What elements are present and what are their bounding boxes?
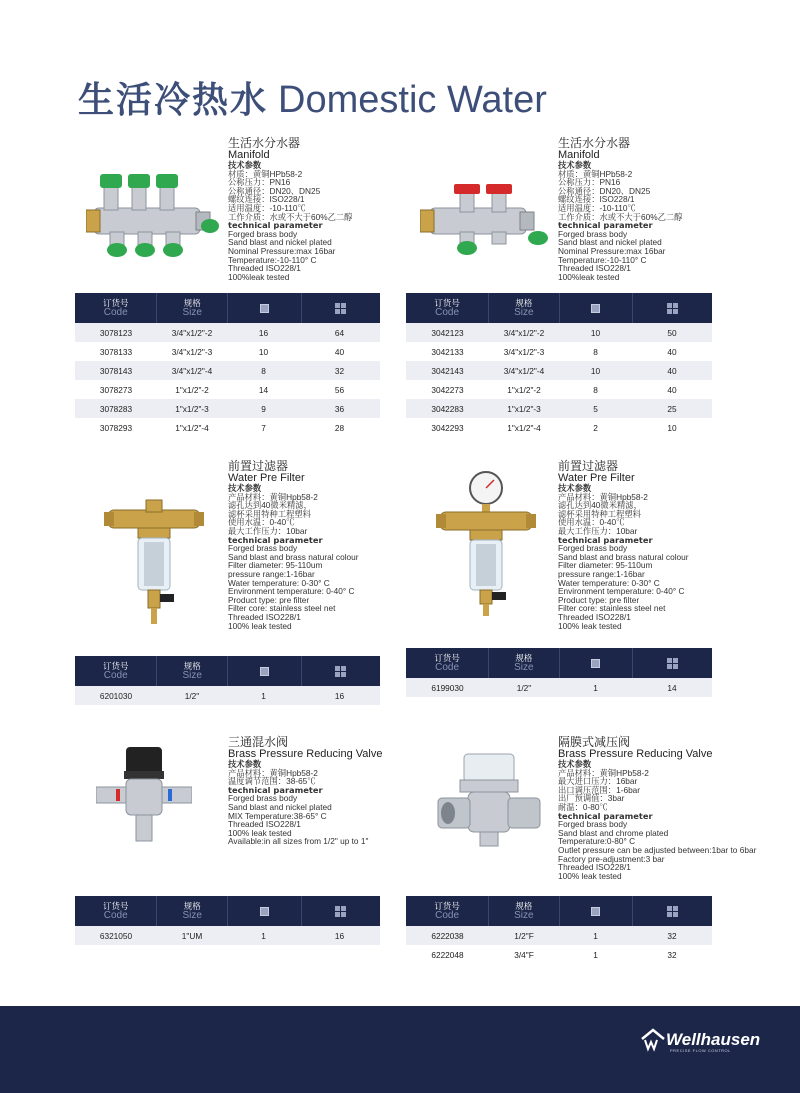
size-label-zh: 规格 [183,661,201,671]
code-column-header [406,896,488,926]
inner-box-column-header [559,896,632,926]
code-column-header [75,896,156,926]
spec-line: Threaded ISO228/1 [558,263,631,274]
code-label-zh: 订货号 [434,901,460,911]
spec-line: 出口调压范围：1-6bar [558,784,641,795]
table-header [406,896,712,926]
table-row [75,342,380,361]
spec-heading: 技术参数 [558,483,592,493]
spec-lines [228,760,382,846]
pre-filter-image [104,498,204,628]
spec-line: Sand blast and nickel plated [228,801,332,812]
spec-line: 最大工作压力：10bar [558,525,638,536]
spec-line: Sand blast and nickel plated [558,237,662,248]
spec-line: 100% leak tested [558,620,622,631]
spec-line: 100% leak tested [228,827,292,838]
product-title-en: Water Pre Filter [558,472,635,484]
size-column-header [156,293,227,323]
product-title-zh: 前置过滤器 [558,459,619,473]
spec-heading: 技术参数 [228,160,262,170]
spec-line: 螺纹连接：ISO228/1 [228,194,305,205]
product-title-en: Brass Pressure Reducing Valve [228,748,383,760]
table-row [406,342,712,361]
spec-line: 适用温度：-10-110℃ [558,202,636,213]
inner-qty-cell: 7 [261,422,266,433]
spec-line: Factory pre-adjustment:3 bar [558,853,665,864]
spec-line: 公称压力：PN16 [558,177,621,188]
size-cell: 1"UM [181,930,203,941]
inner-qty-cell: 16 [258,327,269,338]
manifold-green-image [86,170,226,260]
inner-box-column-header [227,293,301,323]
order-table-1 [75,293,380,437]
carton-qty-cell: 28 [334,422,345,433]
carton-column-header [301,656,380,686]
inner-qty-cell: 2 [593,422,598,433]
spec-line: 100%leak tested [558,271,620,282]
spec-line: pressure range:1-16bar [228,568,315,579]
carton-qty-cell: 56 [334,384,345,395]
spec-heading: 技术参数 [228,759,262,769]
code-cell: 3078133 [99,346,133,357]
product-title-zh: 隔膜式减压阀 [558,735,631,749]
code-cell: 3042283 [431,403,464,414]
size-cell: 3/4"x1/2"-3 [503,346,545,357]
code-cell: 3042143 [431,365,464,376]
spec-line: Sand blast and brass natural colour [558,551,689,562]
spec-heading: 技术参数 [228,483,262,493]
spec-line: 公称通径：DN20、DN25 [558,185,651,196]
spec-line: 耐温：0-80℃ [558,801,608,812]
spec-line: 产品材料：黄铜Hpb58-2 [228,767,318,778]
spec-line: MIX Temperature:38-65° C [228,810,327,821]
code-column-header [406,293,488,323]
table-header [406,293,712,323]
code-label-zh: 订货号 [434,653,460,663]
spec-line: Forged brass body [558,543,628,554]
carton-grid-icon [667,303,678,314]
spec-line: 材质：黄铜HPb58-2 [558,168,633,179]
inner-box-column-header [227,896,301,926]
size-label-en: Size [514,910,534,921]
table-row [406,399,712,418]
table-row [406,926,712,945]
spec-lines [558,484,689,630]
spec-line: Filter core: stainless steel net [228,603,336,614]
size-cell: 1/2" [184,690,200,701]
spec-line: Temperature:-10-110° C [228,254,317,265]
product-title-zh: 生活水分水器 [558,136,631,150]
spec-line: 温度调节范围：38-65℃ [228,776,316,787]
size-cell: 1/2" [516,682,532,693]
single-box-icon [260,907,269,916]
table-body [406,323,712,437]
carton-column-header [632,896,712,926]
code-cell: 3042133 [431,346,464,357]
spec-lines [228,161,352,281]
spec-line: pressure range:1-16bar [558,568,645,579]
carton-grid-icon [667,906,678,917]
size-label-zh: 规格 [515,653,533,663]
spec-line: 滤孔达到40微米精滤， [228,500,312,511]
order-table-3 [75,656,380,705]
single-box-icon [591,659,600,668]
spec-line: 100% leak tested [228,620,292,631]
spec-line: 适用温度：-10-110℃ [228,202,306,213]
spec-line: 螺纹连接：ISO228/1 [558,194,635,205]
inner-qty-cell: 1 [593,949,598,960]
inner-qty-cell: 10 [590,365,601,376]
pressure-reducing-valve-image [436,752,542,852]
house-logo-icon [640,1028,666,1052]
code-cell: 3042273 [431,384,464,395]
carton-qty-cell: 14 [667,682,677,693]
spec-line: Outlet pressure can be adjusted between:1bar to 6bar [558,844,757,855]
code-cell: 3042293 [431,422,464,433]
order-table-6 [406,896,712,964]
spec-line: Filter diameter: 95-110um [558,560,653,571]
spec-line: Temperature:0-80° C [558,836,636,847]
inner-qty-cell: 14 [258,384,269,395]
size-cell: 3/4"x1/2"-3 [171,346,213,357]
code-label-zh: 订货号 [434,298,460,308]
title-english: Domestic Water [278,79,547,121]
spec-block-6 [558,736,756,880]
code-cell: 3078283 [99,403,133,414]
table-row [75,418,380,437]
inner-qty-cell: 1 [261,930,266,941]
table-row [406,361,712,380]
inner-qty-cell: 8 [593,346,598,357]
spec-heading: 技术参数 [558,160,592,170]
code-column-header [75,656,156,686]
single-box-icon [591,907,600,916]
size-label-en: Size [182,307,202,318]
code-column-header [406,648,488,678]
product-title-en: Manifold [228,149,270,161]
size-column-header [156,896,227,926]
spec-block-3 [228,460,359,630]
spec-line: 产品材料：黄铜Hpb58-2 [558,491,648,502]
product-title-zh: 生活水分水器 [228,136,301,150]
code-label-zh: 订货号 [102,298,129,308]
code-label-en: Code [103,910,128,921]
spec-line: 使用水温：0-40℃ [558,517,625,528]
size-cell: 1"x1/2"-2 [507,384,541,395]
code-cell: 6321050 [99,930,133,941]
title-chinese: 生活冷热水 [78,80,269,121]
spec-line: 滤杯采用特种工程塑料 [558,508,641,519]
spec-block-1 [228,137,352,281]
spec-heading: technical parameter [558,534,653,545]
size-cell: 1"x1/2"-4 [507,422,541,433]
spec-line: 滤孔达到40微米精滤， [558,500,642,511]
spec-line: Threaded ISO228/1 [228,819,301,830]
spec-line: Forged brass body [228,228,298,239]
spec-line: Environment temperature: 0-40° C [228,586,355,597]
carton-qty-cell: 16 [334,690,345,701]
carton-column-header [301,293,380,323]
spec-line: Filter diameter: 95-110um [228,560,323,571]
size-label-zh: 规格 [183,298,201,308]
code-cell: 3078123 [99,327,133,338]
carton-grid-icon [335,303,346,314]
carton-qty-cell: 40 [334,346,345,357]
spec-line: 工作介质：水或不大于60%乙二醇 [228,211,353,222]
pre-filter-gauge-image [436,470,536,620]
spec-lines [558,760,756,880]
spec-line: Temperature:-10-110° C [558,254,647,265]
table-row [406,678,712,697]
order-table-2 [406,293,712,437]
table-body [75,926,380,945]
product-title-en: Brass Pressure Reducing Valve [558,748,713,760]
inner-qty-cell: 9 [261,403,266,414]
spec-heading: technical parameter [558,810,653,821]
inner-qty-cell: 1 [593,682,598,693]
single-box-icon [591,304,600,313]
spec-line: Product type: pre filter [228,594,310,605]
code-label-en: Code [435,307,460,318]
spec-line: Forged brass body [228,793,298,804]
size-cell: 3/4"x1/2"-4 [503,365,545,376]
size-cell: 3/4"x1/2"-2 [171,327,213,338]
code-cell: 3078293 [99,422,133,433]
spec-line: 公称通径：DN20、DN25 [228,185,321,196]
carton-qty-cell: 25 [667,403,677,414]
spec-heading: technical parameter [228,784,323,795]
code-cell: 6222038 [431,930,464,941]
size-label-en: Size [514,662,534,673]
spec-line: Water temperature: 0-30° C [558,577,660,588]
spec-line: 使用水温：0-40℃ [228,517,295,528]
manifold-red-image [420,180,560,260]
spec-line: 公称压力：PN16 [228,177,291,188]
carton-grid-icon [335,906,346,917]
product-title-en: Manifold [558,149,600,161]
carton-qty-cell: 32 [667,949,677,960]
table-row [75,686,380,705]
product-title-zh: 三通混水阀 [228,735,289,749]
table-header [75,293,380,323]
mixing-valve-image [96,745,192,845]
spec-line: 最大工作压力：10bar [228,525,308,536]
brand-tagline: PRECISE FLOW CONTROL [670,1048,731,1053]
spec-line: Nominal Pressure:max 16bar [228,245,336,256]
spec-heading: 技术参数 [558,759,592,769]
code-label-zh: 订货号 [102,661,129,671]
spec-heading: technical parameter [228,534,323,545]
spec-heading: technical parameter [558,220,653,231]
spec-block-5 [228,736,382,846]
size-label-zh: 规格 [183,901,201,911]
size-cell: 1"x1/2"-4 [175,422,209,433]
spec-line: Threaded ISO228/1 [558,611,631,622]
table-row [406,945,712,964]
code-cell: 3078273 [99,384,133,395]
spec-line: 滤杯采用特种工程塑料 [228,508,311,519]
spec-line: Water temperature: 0-30° C [228,577,330,588]
table-row [406,418,712,437]
inner-qty-cell: 10 [258,346,269,357]
code-label-en: Code [435,910,460,921]
carton-qty-cell: 32 [667,930,677,941]
carton-column-header [301,896,380,926]
spec-line: Environment temperature: 0-40° C [558,586,685,597]
code-cell: 6199030 [431,682,464,693]
spec-line: Forged brass body [228,543,298,554]
product-title-en: Water Pre Filter [228,472,305,484]
spec-line: Sand blast and brass natural colour [228,551,359,562]
spec-line: 产品材料：黄铜HPb58-2 [558,767,649,778]
inner-box-column-header [559,293,632,323]
carton-qty-cell: 32 [334,365,345,376]
size-cell: 3/4"F [514,949,534,960]
spec-line: Available:in all sizes from 1/2" up to 1" [228,836,369,847]
spec-block-4 [558,460,689,630]
code-label-en: Code [103,670,128,681]
code-label-en: Code [103,307,128,318]
spec-line: 最大进口压力：16bar [558,776,638,787]
table-row [406,380,712,399]
table-row [75,399,380,418]
spec-line: Threaded ISO228/1 [228,611,301,622]
spec-line: 产品材料：黄铜Hpb58-2 [228,491,318,502]
size-label-zh: 规格 [515,901,533,911]
carton-column-header [632,648,712,678]
order-table-4 [406,648,712,697]
size-column-header [156,656,227,686]
product-title-zh: 前置过滤器 [228,459,289,473]
spec-lines [228,484,359,630]
order-table-5 [75,896,380,945]
size-cell: 1"x1/2"-3 [175,403,209,414]
table-row [75,361,380,380]
size-label-en: Size [182,670,202,681]
carton-qty-cell: 40 [667,384,677,395]
spec-lines [558,161,682,281]
code-label-en: Code [435,662,460,673]
carton-grid-icon [667,658,678,669]
carton-qty-cell: 40 [667,365,677,376]
spec-line: Nominal Pressure:max 16bar [558,245,666,256]
code-cell: 3042123 [431,327,464,338]
size-label-en: Size [514,307,534,318]
spec-line: 100%leak tested [228,271,290,282]
code-cell: 6201030 [99,690,133,701]
brand-logo [640,1028,760,1052]
table-header [75,896,380,926]
spec-line: Forged brass body [558,819,628,830]
size-column-header [488,648,558,678]
spec-line: Sand blast and nickel plated [228,237,332,248]
page-title [78,72,547,122]
size-cell: 1"x1/2"-2 [175,384,209,395]
inner-qty-cell: 1 [593,930,598,941]
spec-line: Product type: pre filter [558,594,640,605]
inner-box-column-header [559,648,632,678]
spec-block-2 [558,137,682,281]
brand-name: Wellhausen [666,1030,761,1049]
size-cell: 1/2"F [514,930,534,941]
table-row [75,380,380,399]
size-column-header [488,293,558,323]
inner-box-column-header [227,656,301,686]
inner-qty-cell: 8 [593,384,598,395]
spec-line: 工作介质：水或不大于60%乙二醇 [558,211,683,222]
code-cell: 6222048 [431,949,464,960]
spec-line: Forged brass body [558,228,628,239]
size-label-zh: 规格 [515,298,533,308]
table-body [75,686,380,705]
carton-qty-cell: 16 [334,930,345,941]
carton-qty-cell: 10 [667,422,677,433]
single-box-icon [260,304,269,313]
inner-qty-cell: 5 [593,403,598,414]
spec-line: 出厂预调值：3bar [558,793,625,804]
inner-qty-cell: 1 [261,690,266,701]
code-label-zh: 订货号 [102,901,129,911]
table-body [406,678,712,697]
inner-qty-cell: 10 [590,327,601,338]
code-column-header [75,293,156,323]
carton-column-header [632,293,712,323]
table-row [75,926,380,945]
carton-qty-cell: 40 [667,346,677,357]
table-header [75,656,380,686]
spec-line: Threaded ISO228/1 [558,862,631,873]
table-body [406,926,712,964]
spec-line: 材质：黄铜HPb58-2 [228,168,303,179]
spec-line: Sand blast and chrome plated [558,827,669,838]
size-column-header [488,896,558,926]
size-label-en: Size [182,910,202,921]
carton-grid-icon [335,666,346,677]
spec-line: Filter core: stainless steel net [558,603,666,614]
spec-heading: technical parameter [228,220,323,231]
carton-qty-cell: 50 [667,327,677,338]
table-row [75,323,380,342]
size-cell: 3/4"x1/2"-2 [503,327,545,338]
spec-line: 100% leak tested [558,870,622,881]
table-header [406,648,712,678]
single-box-icon [260,667,269,676]
inner-qty-cell: 8 [261,365,266,376]
code-cell: 3078143 [99,365,133,376]
carton-qty-cell: 36 [334,403,345,414]
table-row [406,323,712,342]
carton-qty-cell: 64 [334,327,345,338]
size-cell: 3/4"x1/2"-4 [171,365,213,376]
table-body [75,323,380,437]
size-cell: 1"x1/2"-3 [507,403,541,414]
spec-line: Threaded ISO228/1 [228,263,301,274]
